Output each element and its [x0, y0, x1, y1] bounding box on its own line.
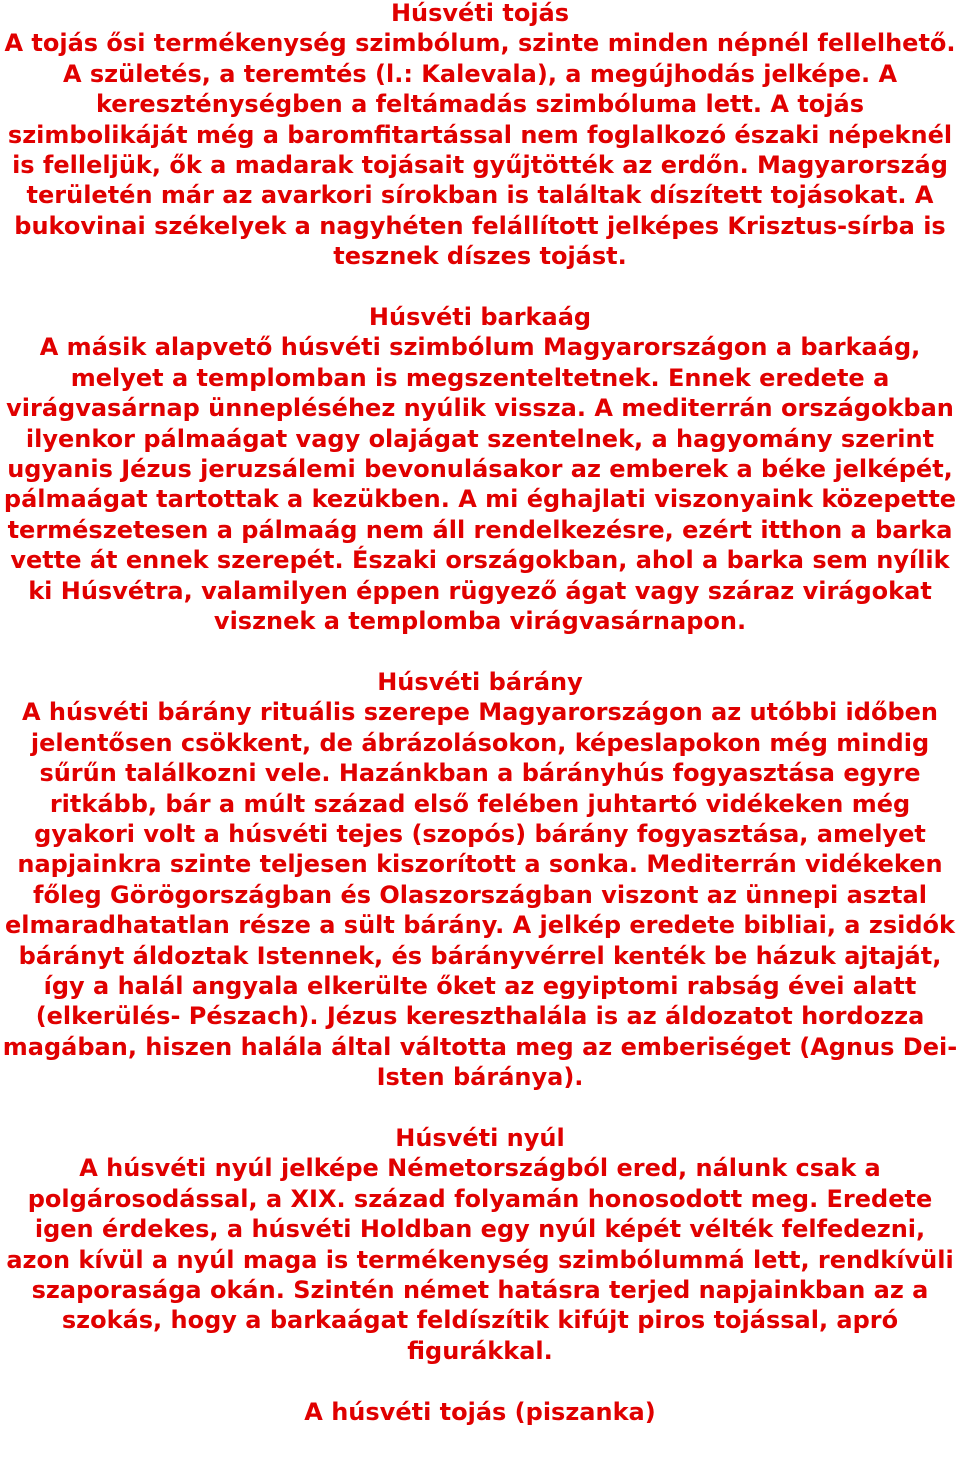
section-easter-egg — [0, 0, 960, 272]
section-heading: Húsvéti bárány — [377, 667, 583, 696]
section-paragraph: A másik alapvető húsvéti szimbólum Magyarországon a barkaág, melyet a templomban is megszenteltetnek. Ennek eredete a virágvasárnap ünnepléséhez nyúlik vissza. A mediterrán országokban ilyenkor pálmaágat vagy olajágat szentelnek, a hagyomány szerint ugyanis Jézus jeruzsálemi bevonulásakor az emberek a béke jelképét, pálmaágat tartottak a kezükben. A mi éghajlati viszonyaink közepette természetesen a pálmaág nem áll rendelkezésre, ezért itthon a barka vette át ennek szerepét. Északi országokban, ahol a barka sem nyílik ki Húsvétra, valamilyen éppen rügyező ágat vagy száraz virágokat visznek a templomba virágvasárnapon. — [3, 333, 957, 636]
section-paragraph: A húsvéti bárány rituális szerepe Magyarországon az utóbbi időben jelentősen csökkent, de ábrázolásokon, képeslapokon még mindig sűrűn találkozni vele. Hazánkban a bárányhús fogyasztása egyre ritkább, bár a múlt század első felében juhtartó vidékeken még gyakori volt a húsvéti tejes (szopós) bárány fogyasztása, amelyet napjainkra szinte teljesen kiszorított a sonka. Mediterrán vidékeken főleg Görögországban és Olaszországban viszont az ünnepi asztal elmaradhatatlan része a sült bárány. A jelkép eredete bibliai, a zsidók bárányt áldoztak Istennek, és bárányvérrel kenték be házuk ajtaját, így a halál angyala elkerülte őket az egyiptomi rabság évei alatt (elkerülés- Pészach). Jézus kereszthalála is az áldozatot hordozza magában, hiszen halála által váltotta meg az emberiséget (Agnus Dei- Isten báránya). — [2, 698, 958, 1092]
section-easter-bunny — [0, 1123, 960, 1366]
section-catkin-branch — [0, 302, 960, 636]
section-pysanka — [0, 1397, 960, 1427]
section-paragraph: A tojás ősi termékenység szimbólum, szinte minden népnél fellelhető. A születés, a teremtés (l.: Kalevala), a megújhodás jelképe. A kereszténységben a feltámadás szimbóluma lett. A tojás szimbolikáját még a baromfitartással nem foglalkozó északi népeknél is felleljük, ők a madarak tojásait gyűjtötték az erdőn. Magyarország területén már az avarkori sírokban is találtak díszített tojásokat. A bukovinai székelyek a nagyhéten felállított jelképes Krisztus-sírba is tesznek díszes tojást. — [4, 29, 956, 271]
section-heading: Húsvéti tojás — [390, 0, 570, 27]
section-paragraph: A húsvéti nyúl jelképe Németországból ered, nálunk csak a polgárosodással, a XIX. század folyamán honosodott meg. Eredete igen érdekes, a húsvéti Holdban egy nyúl képét vélték felfedezni, azon kívül a nyúl maga is termékenység szimbólummá lett, rendkívüli szaporasága okán. Szintén német hatásra terjed napjainkban az a szokás, hogy a barkaágat feldíszítik kifújt piros tojással, apró figurákkal. — [6, 1154, 954, 1365]
section-heading: Húsvéti barkaág — [368, 303, 592, 332]
section-easter-lamb — [0, 667, 960, 1093]
section-heading: A húsvéti tojás (piszanka) — [304, 1397, 656, 1426]
section-heading: Húsvéti nyúl — [395, 1123, 565, 1152]
